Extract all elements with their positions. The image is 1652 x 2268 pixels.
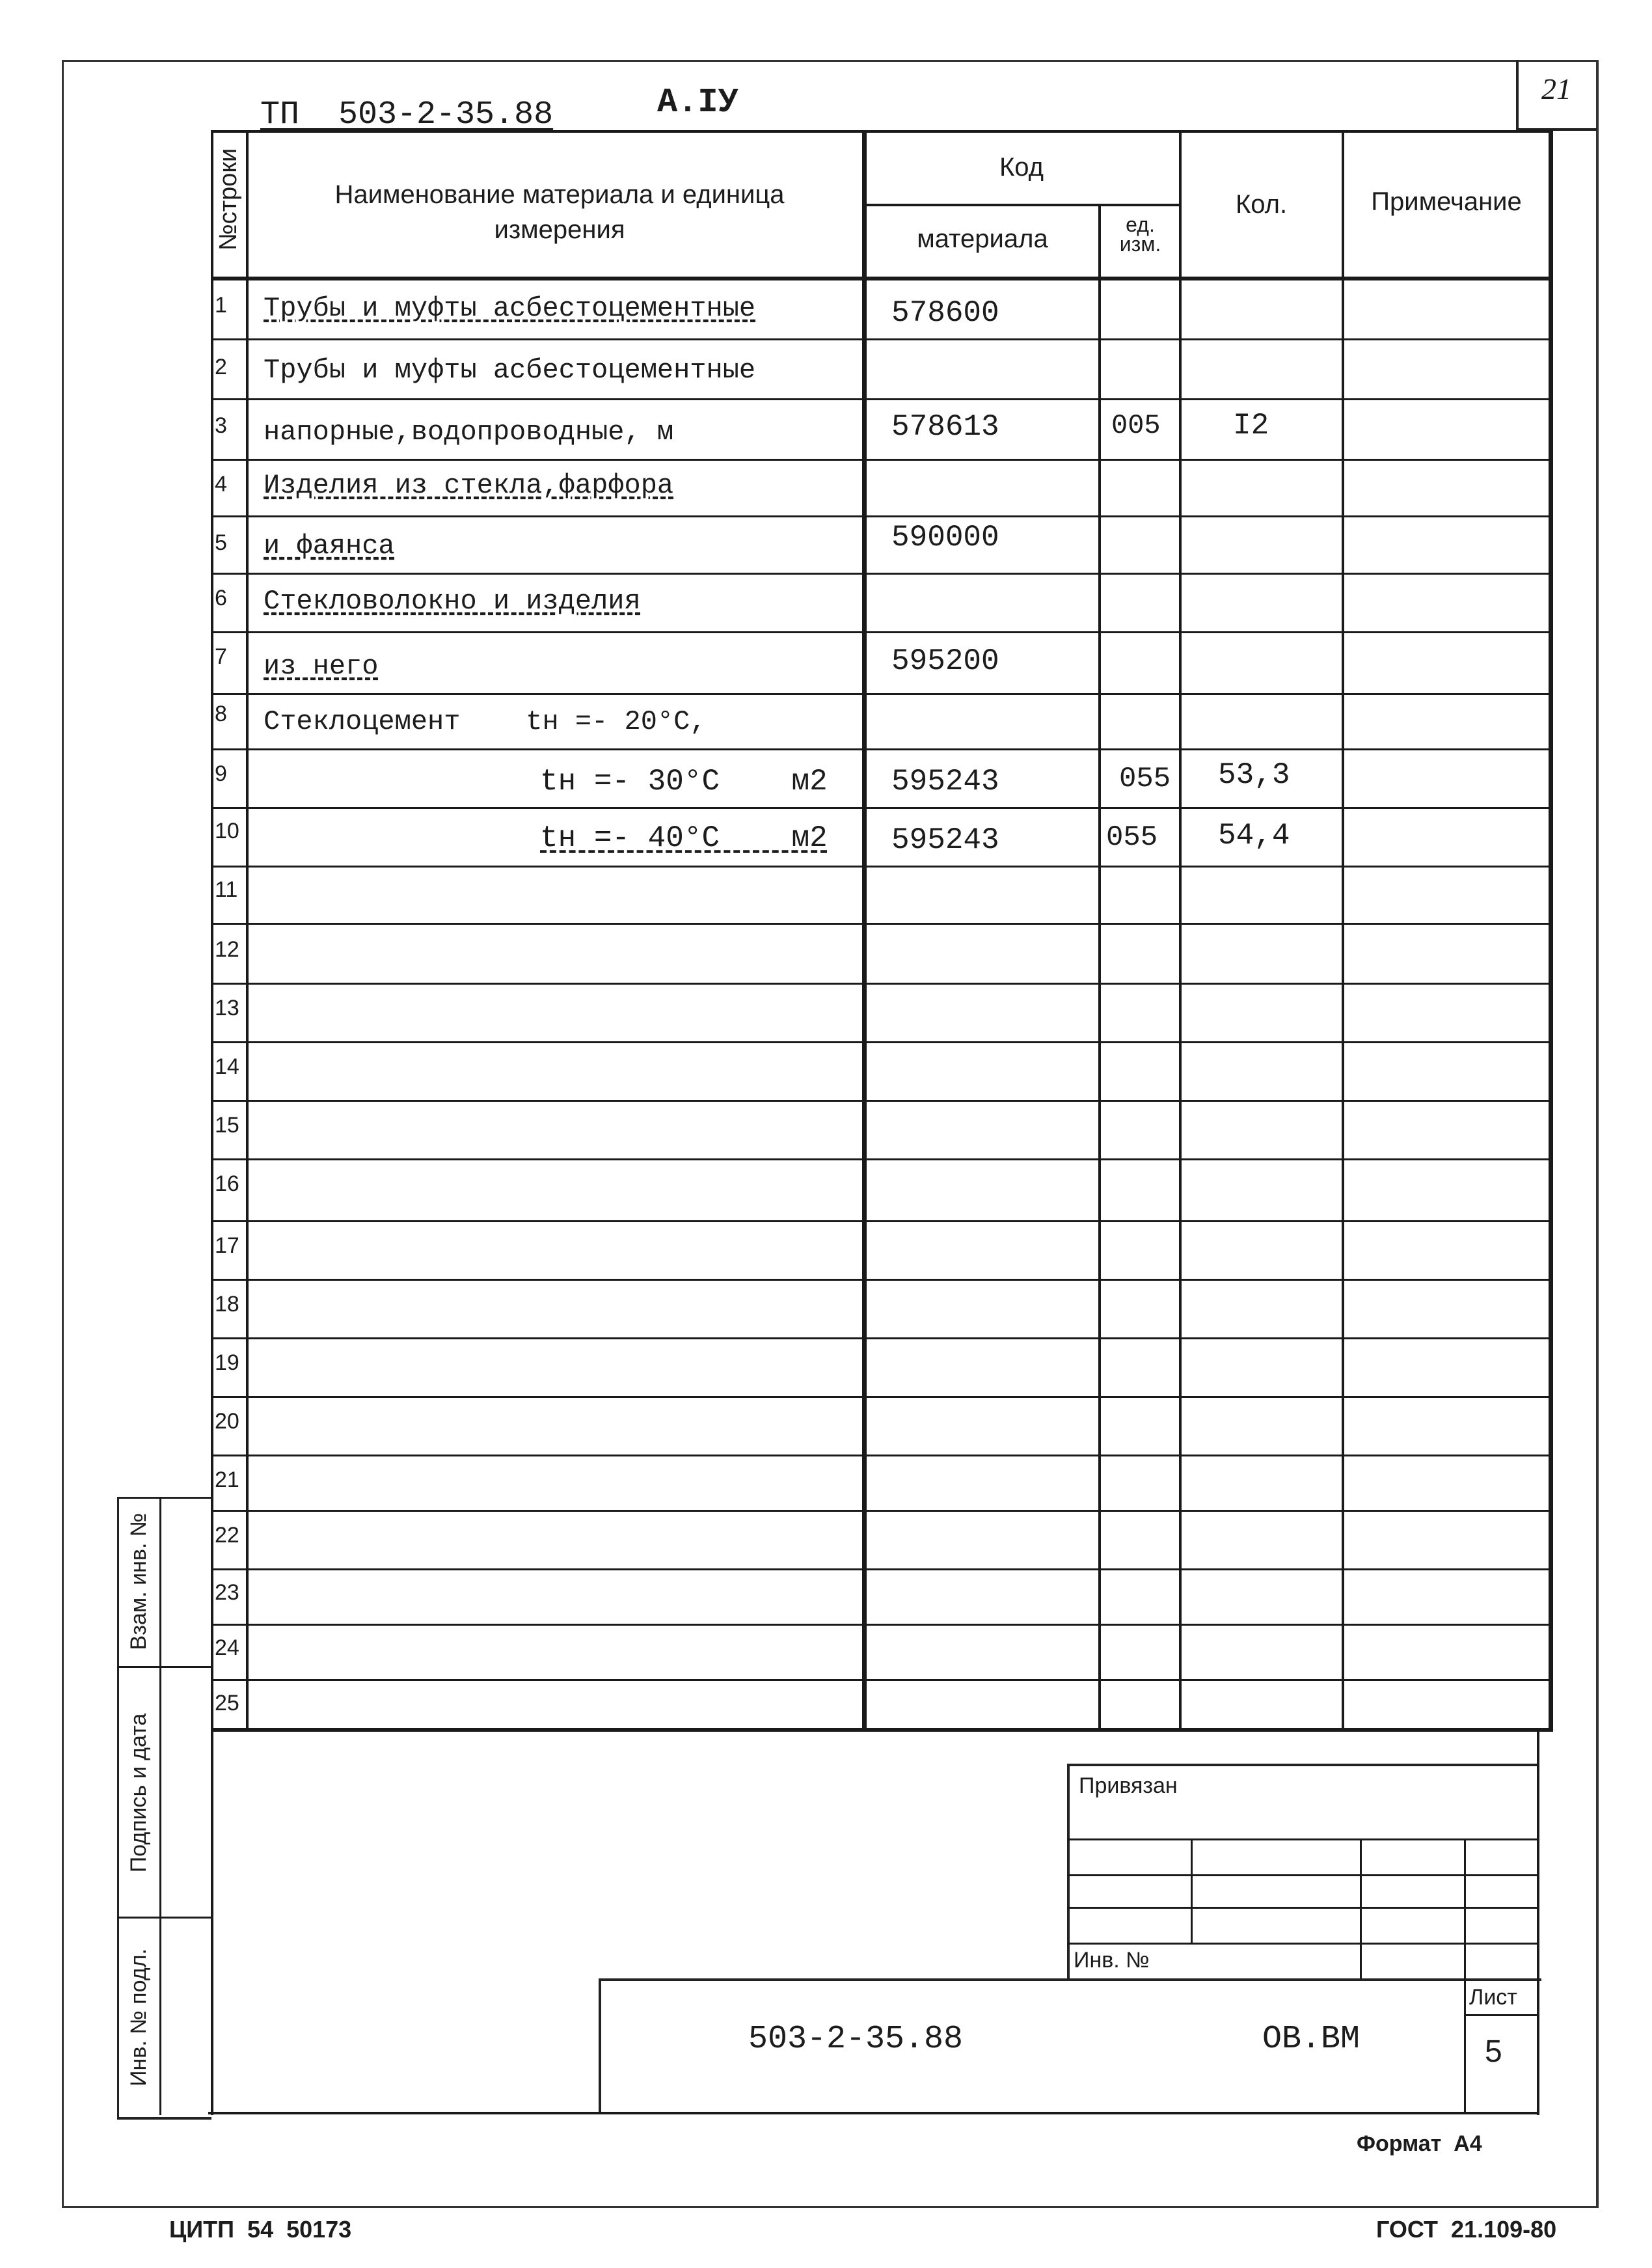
inv-no-label: Инв. № (1074, 1948, 1150, 1973)
row-number: 8 (215, 702, 227, 726)
row-name: напорные,водопроводные, м (264, 417, 674, 448)
row-name: из него (264, 651, 379, 682)
row-number: 4 (215, 472, 227, 497)
row-number: 17 (215, 1233, 239, 1258)
row-number: 15 (215, 1113, 239, 1138)
row-number: 21 (215, 1468, 239, 1492)
row-unit-code: 005 (1111, 410, 1161, 441)
row-quantity: 54,4 (1218, 819, 1290, 853)
row-name: Стекловолокно и изделия (264, 586, 641, 617)
side-stamp-vzam-inv: Взам. инв. № (126, 1512, 151, 1650)
row-number: 12 (215, 937, 239, 962)
row-unit-code: 055 (1119, 763, 1171, 795)
row-quantity: 53,3 (1218, 758, 1290, 792)
album-code: А.IУ (657, 83, 738, 122)
corner-number: 21 (1541, 72, 1571, 105)
row-number: 6 (215, 586, 227, 610)
row-material-code: 595243 (891, 765, 999, 799)
row-number: 24 (215, 1635, 239, 1660)
row-number: 9 (215, 761, 227, 786)
row-material-code: 595200 (891, 644, 999, 678)
row-number: 10 (215, 819, 239, 843)
row-name: Стеклоцемент tн =- 20°С, (264, 706, 707, 737)
sheet-value: 5 (1485, 2034, 1502, 2069)
row-number: 19 (215, 1350, 239, 1375)
sheet-label: Лист (1469, 1985, 1517, 2010)
row-number: 7 (215, 644, 227, 669)
privyazan-label: Привязан (1079, 1773, 1178, 1798)
row-number: 13 (215, 996, 239, 1020)
doc-number: 503-2-35.88 (748, 2021, 964, 2058)
row-material-code: 595243 (891, 823, 999, 857)
row-number: 23 (215, 1580, 239, 1605)
row-number: 14 (215, 1054, 239, 1079)
row-number: 11 (215, 877, 238, 902)
format-label: Формат А4 (1357, 2131, 1482, 2156)
row-material-code: 578600 (891, 296, 999, 330)
row-number: 3 (215, 413, 227, 438)
header-material-name: Наименование материала и единица измерения (334, 180, 785, 244)
footer-left: ЦИТП 54 50173 (169, 2216, 352, 2243)
row-number: 25 (215, 1691, 239, 1715)
row-number: 16 (215, 1171, 239, 1196)
row-material-code: 578613 (891, 410, 999, 444)
row-unit-code: 055 (1106, 821, 1158, 854)
project-code: ТП 503-2-35.88 (260, 96, 554, 133)
row-name: Трубы и муфты асбестоцементные (264, 293, 756, 324)
header-code: Код (999, 153, 1044, 182)
row-name: и фаянса (264, 530, 395, 562)
header-code-material: материала (917, 225, 1048, 253)
row-name: Изделия из стекла,фарфора (264, 470, 674, 501)
row-material-code: 590000 (891, 521, 999, 554)
side-stamp-podpis-data: Подпись и дата (126, 1713, 151, 1873)
row-number: 18 (215, 1292, 239, 1317)
row-number: 1 (215, 293, 227, 318)
row-number: 5 (215, 530, 227, 555)
row-quantity: I2 (1233, 409, 1269, 443)
row-number: 22 (215, 1523, 239, 1548)
header-note: Примечание (1371, 187, 1522, 216)
doc-mark: ОВ.ВМ (1262, 2021, 1361, 2058)
row-name: tн =- 30°С м2 (540, 765, 828, 799)
footer-right: ГОСТ 21.109-80 (1376, 2216, 1557, 2243)
side-stamp-inv-podl: Инв. № подл. (126, 1948, 151, 2086)
row-name: Трубы и муфты асбестоцементные (264, 355, 756, 386)
header-row-number: №строки (215, 148, 242, 251)
row-name: tн =- 40°С м2 (540, 821, 828, 855)
row-number: 20 (215, 1409, 239, 1434)
header-quantity: Кол. (1235, 190, 1288, 219)
row-number: 2 (215, 355, 227, 379)
header-code-unit: ед. изм. (1119, 213, 1161, 256)
